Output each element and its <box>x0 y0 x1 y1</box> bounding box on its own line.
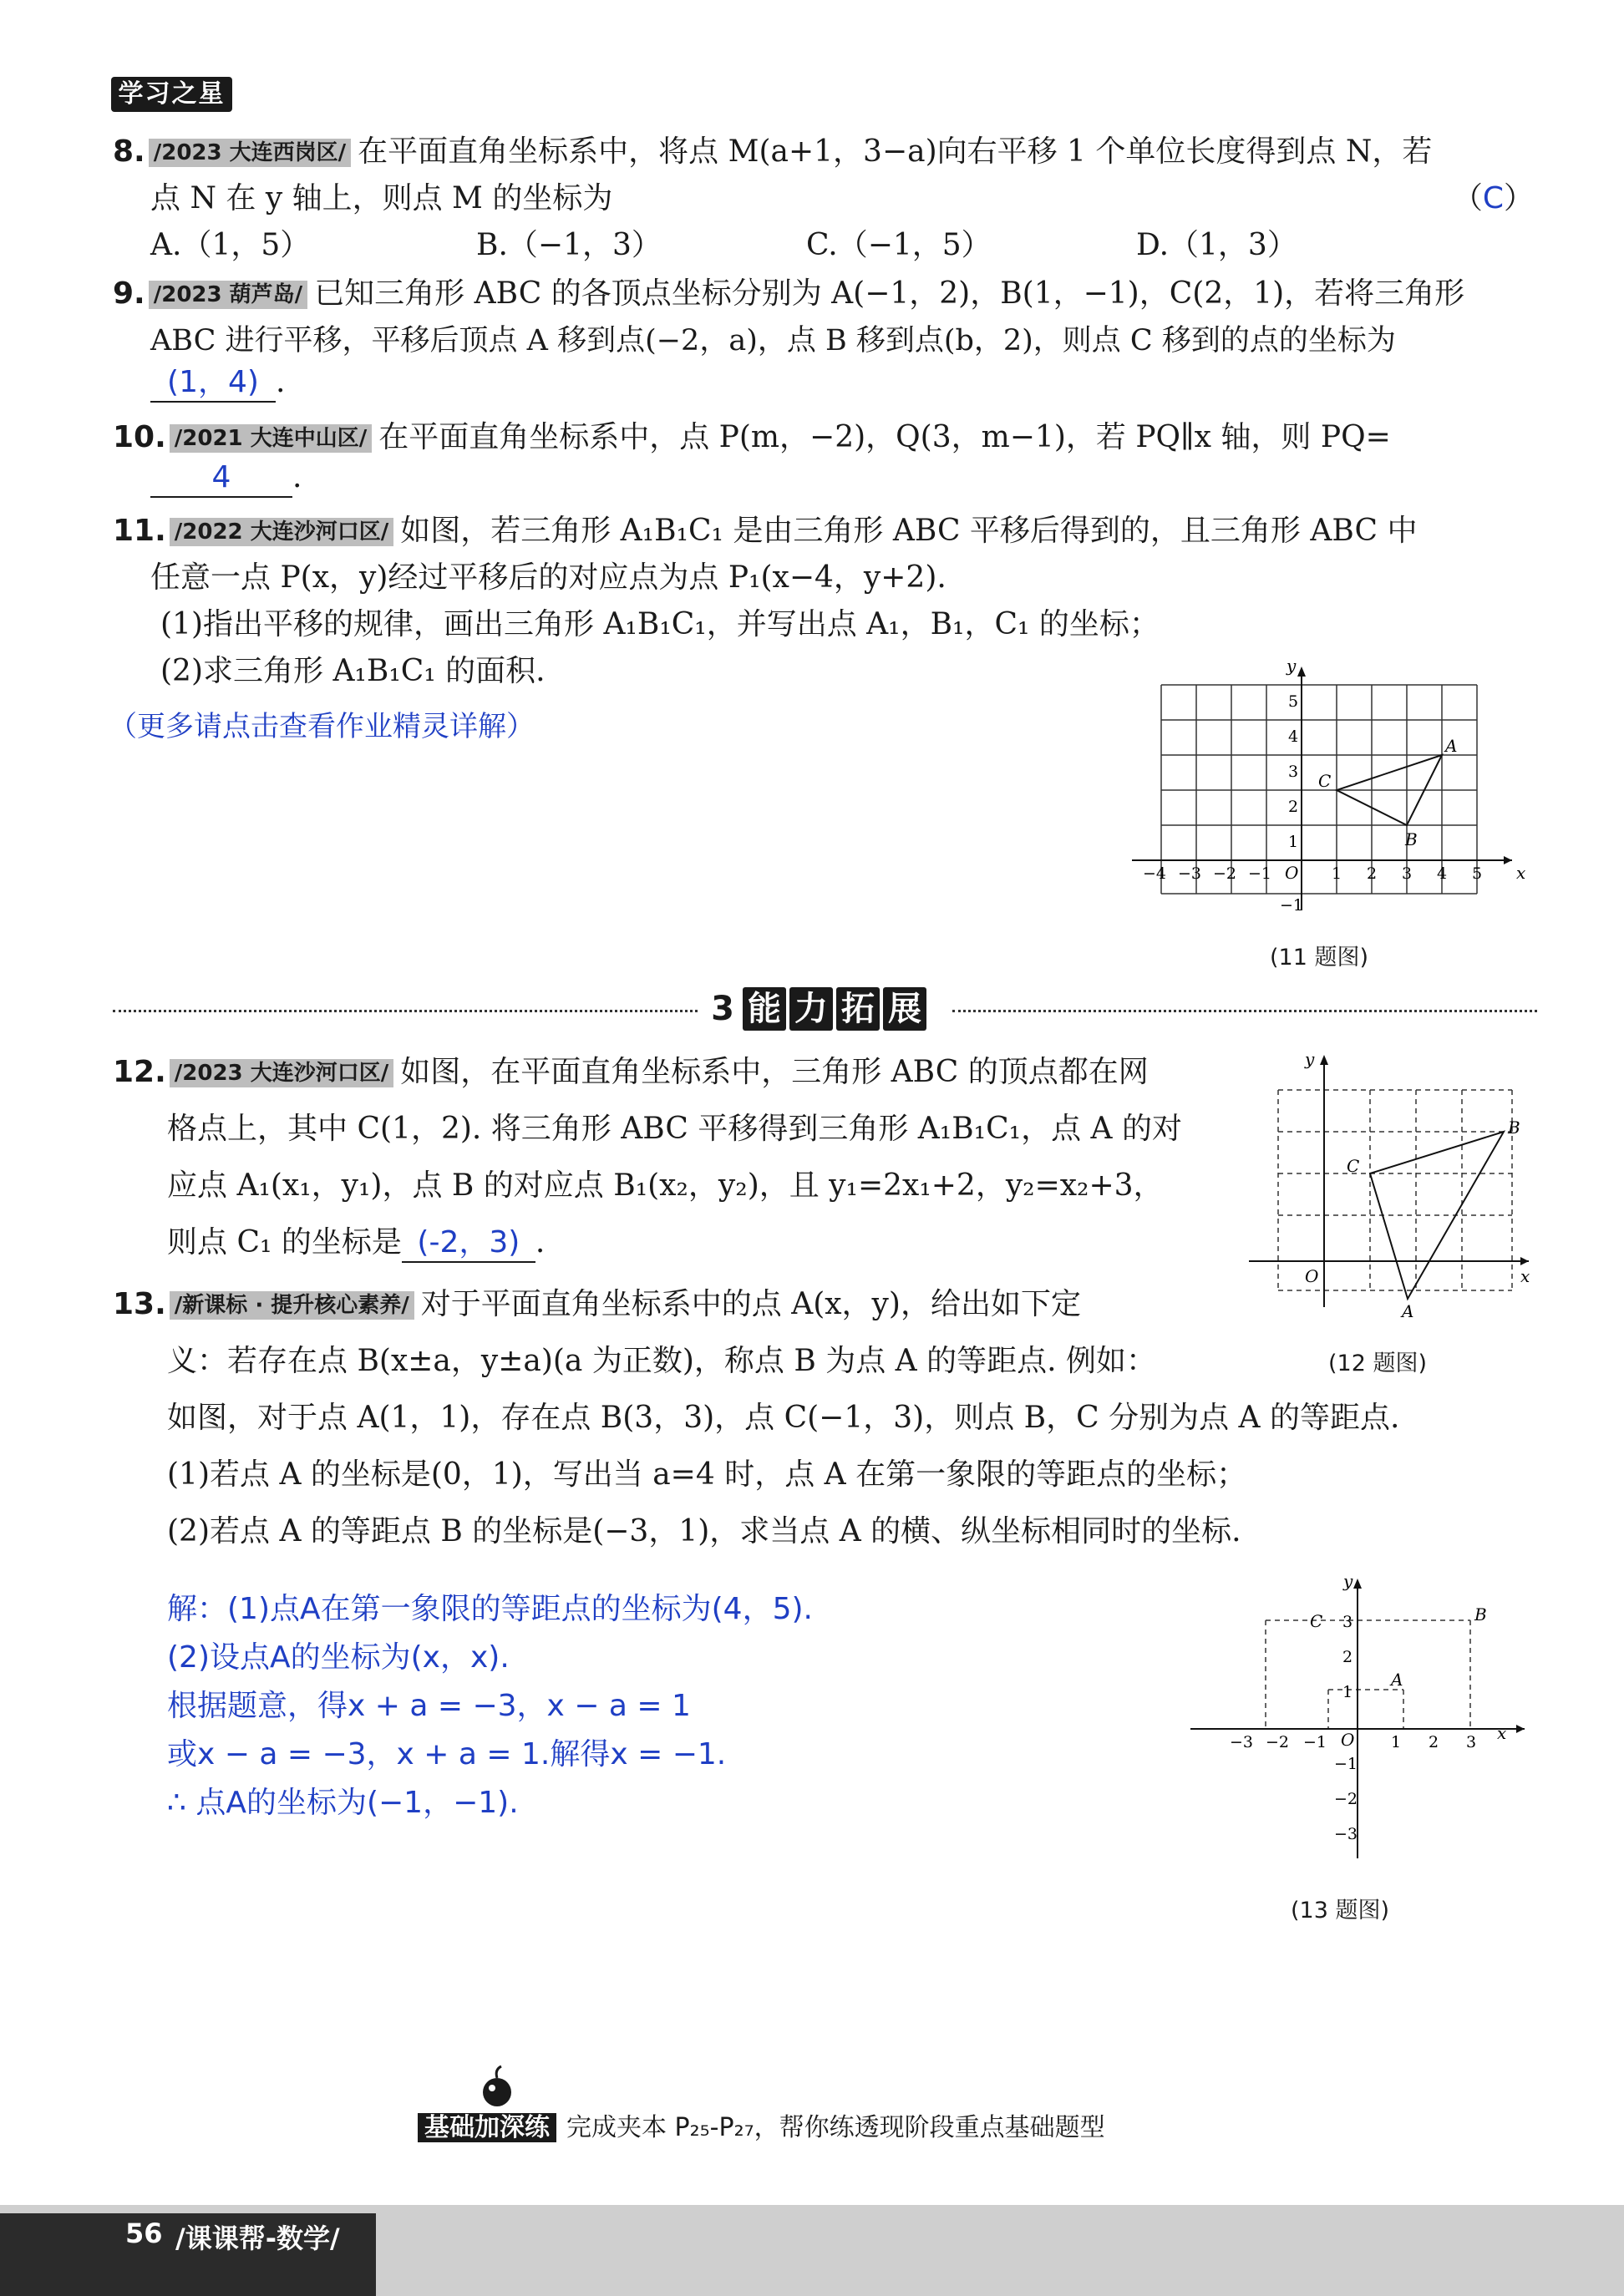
q9-source: /2023 葫芦岛/ <box>149 281 307 309</box>
q13-caption: (13 题图) <box>1291 1898 1390 1923</box>
q13-ytick: −1 <box>1334 1755 1358 1773</box>
q10-text-1: 在平面直角坐标系中，点 P(m，−2)，Q(3，m−1)，若 PQ∥x 轴，则 PQ= <box>378 420 1391 454</box>
q12-answer: (-2，3) <box>402 1224 535 1263</box>
section-number: 3 <box>711 990 734 1028</box>
q11-xtick: 4 <box>1437 864 1448 883</box>
q11-xtick: 2 <box>1367 864 1378 883</box>
q12-line1 <box>113 1054 1149 1091</box>
q12-line3: 应点 A₁(x₁，y₁)，点 B 的对应点 B₁(x₂，y₂)，且 y₁=2x₁+2，y₂=x₂+3， <box>167 1168 1164 1203</box>
q8-answer-paren: （C） <box>1452 181 1534 215</box>
footer-hint <box>418 2111 1105 2146</box>
q13-line3: 如图，对于点 A(1，1)，存在点 B(3，3)，点 C(−1，3)，则点 B，C 分别为点 A 的等距点. <box>167 1401 1400 1435</box>
q13-line2: 义：若存在点 B(x±a，y±a)(a 为正数)，称点 B 为点 A 的等距点. 例如： <box>167 1344 1156 1378</box>
q11-ytick: 4 <box>1288 727 1299 746</box>
q11-xtick: 3 <box>1402 864 1413 883</box>
q13-number: 13. <box>113 1287 166 1321</box>
q13-ytick: −2 <box>1334 1790 1358 1808</box>
q9-line2: ABC 进行平移，平移后顶点 A 移到点(−2，a)，点 B 移到点(b，2)，则点 C 移到的点的坐标为 <box>150 324 1396 357</box>
q8-text-1: 在平面直角坐标系中，将点 M(a+1，3−a)向右平移 1 个单位长度得到点 N，若 <box>358 134 1433 169</box>
q11-ytick: 2 <box>1288 798 1299 816</box>
q13-part2: (2)若点 A 的等距点 B 的坐标是(−3，1)，求当点 A 的横、纵坐标相同时的坐标. <box>167 1514 1241 1548</box>
q11-xtick: 1 <box>1332 864 1342 883</box>
page-number: 56 <box>125 2217 163 2249</box>
q12-source: /2023 大连沙河口区/ <box>170 1059 393 1087</box>
q13-xtick: −3 <box>1230 1733 1254 1751</box>
q12-line4: 则点 C₁ 的坐标是 (-2，3) . <box>167 1224 545 1263</box>
q13-y-label: y <box>1343 1571 1353 1591</box>
q11-xtick: −2 <box>1213 864 1237 883</box>
q11-caption: (11 题图) <box>1270 945 1369 971</box>
q11-xtick: −3 <box>1178 864 1202 883</box>
q12-number: 12. <box>113 1055 166 1089</box>
q13-part1: (1)若点 A 的坐标是(0，1)，写出当 a=4 时，点 A 在第一象限的等距点的坐标； <box>167 1457 1247 1492</box>
q11-label-c: C <box>1318 771 1332 791</box>
q11-source: /2022 大连沙河口区/ <box>170 518 393 546</box>
q13-text-1: 对于平面直角坐标系中的点 A(x，y)，给出如下定 <box>420 1287 1081 1321</box>
q11-graph <box>1111 660 1529 935</box>
footer-text: 完成夹本 P₂₅-P₂₇，帮你练透现阶段重点基础题型 <box>566 2113 1105 2142</box>
q9-answer: (1，4) <box>150 364 276 403</box>
q13-solution-line: (2)设点A的坐标为(x，x). <box>167 1640 510 1675</box>
q11-xtick: −1 <box>1248 864 1272 883</box>
q11-x-label: x <box>1516 863 1526 883</box>
q11-xtick: 5 <box>1472 864 1483 883</box>
q11-xtick: −4 <box>1143 864 1167 883</box>
brand-logo: 学习之星 <box>111 77 232 112</box>
q13-solution-line: 根据题意，得x + a = −3，x − a = 1 <box>167 1689 691 1723</box>
q13-dashed-box <box>1266 1620 1470 1729</box>
q12-text-1: 如图，在平面直角坐标系中，三角形 ABC 的顶点都在网 <box>400 1055 1149 1089</box>
q11-number: 11. <box>113 514 166 548</box>
q12-label-b: B <box>1508 1118 1520 1138</box>
q11-part1: (1)指出平移的规律，画出三角形 A₁B₁C₁，并写出点 A₁，B₁，C₁ 的坐标； <box>160 607 1160 641</box>
bomb-icon <box>476 2063 518 2109</box>
q13-label-b: B <box>1474 1604 1487 1624</box>
q13-graph <box>1186 1570 1537 1863</box>
q12-label-c: C <box>1347 1156 1360 1176</box>
section-char: 力 <box>789 987 833 1031</box>
q13-x-label: x <box>1497 1723 1507 1743</box>
section-char: 拓 <box>836 987 880 1031</box>
footer-badge: 基础加深练 <box>418 2113 556 2142</box>
q10-line1 <box>113 419 1391 456</box>
q11-label-a: A <box>1445 736 1458 756</box>
q8-option-d: D.（1，3） <box>1136 228 1297 262</box>
q10-answer: 4 <box>150 459 292 498</box>
section-char: 能 <box>743 987 786 1031</box>
q9-text-1: 已知三角形 ABC 的各顶点坐标分别为 A(−1，2)，B(1，−1)，C(2，1)，若将三角形 <box>314 276 1465 311</box>
q10-answer-line: 4 . <box>150 459 302 498</box>
q12-x-label: x <box>1520 1266 1530 1286</box>
q8-options <box>150 227 1297 264</box>
book-title: /课课帮-数学/ <box>175 2223 340 2254</box>
q11-ytick: 3 <box>1288 763 1299 781</box>
q11-line1 <box>113 513 1418 550</box>
section-char: 展 <box>883 987 926 1031</box>
q13-ytick: −3 <box>1334 1825 1358 1843</box>
q11-more-link[interactable]: （更多请点击查看作业精灵详解） <box>109 710 535 743</box>
q13-origin: O <box>1341 1730 1355 1750</box>
q9-line1 <box>113 276 1464 312</box>
q8-option-b: B.（−1，3） <box>476 228 662 262</box>
section-heading <box>706 987 926 1031</box>
q8-answer: C <box>1482 181 1504 215</box>
q13-xtick: −1 <box>1303 1733 1327 1751</box>
q12-graph <box>1245 1048 1537 1320</box>
q11-label-b: B <box>1405 829 1418 849</box>
q13-xtick: 3 <box>1466 1733 1477 1751</box>
q13-ytick: 1 <box>1342 1683 1353 1701</box>
q12-line2: 格点上，其中 C(1，2). 将三角形 ABC 平移得到三角形 A₁B₁C₁，点 A 的对 <box>167 1112 1182 1146</box>
q13-source: /新课标 · 提升核心素养/ <box>170 1291 414 1320</box>
q11-x-ticks <box>1143 864 1482 883</box>
q8-number: 8. <box>113 134 145 169</box>
q13-solution-line: ∴ 点A的坐标为(−1，−1). <box>167 1786 519 1820</box>
q8-option-a: A.（1，5） <box>150 228 311 262</box>
q9-answer-line: (1，4) . <box>150 364 285 403</box>
section-divider-left <box>113 1010 698 1012</box>
q12-label-a: A <box>1402 1301 1414 1320</box>
q12-origin: O <box>1305 1266 1319 1286</box>
q13-label-c: C <box>1310 1611 1323 1631</box>
q13-ytick: 3 <box>1342 1613 1353 1631</box>
q13-xtick: 2 <box>1429 1733 1439 1751</box>
q11-ytick: 1 <box>1288 833 1299 851</box>
q12-y-label: y <box>1305 1049 1315 1069</box>
q12-caption: (12 题图) <box>1328 1351 1428 1376</box>
q13-xtick: −2 <box>1266 1733 1290 1751</box>
q13-line1 <box>113 1286 1081 1323</box>
q13-ytick: 2 <box>1342 1648 1353 1666</box>
q9-number: 9. <box>113 276 145 311</box>
q8-option-c: C.（−1，5） <box>806 228 992 262</box>
q11-ytick: 5 <box>1288 692 1299 711</box>
q13-solution-line: 解：(1)点A在第一象限的等距点的坐标为(4，5). <box>167 1592 813 1626</box>
q11-origin: O <box>1285 863 1299 883</box>
q11-y-label: y <box>1287 660 1297 676</box>
q13-solution-line: 或x − a = −3，x + a = 1.解得x = −1. <box>167 1737 727 1771</box>
q11-part2: (2)求三角形 A₁B₁C₁ 的面积. <box>160 654 546 688</box>
q13-xtick: 1 <box>1391 1733 1402 1751</box>
q8-line1 <box>113 134 1432 170</box>
q12-axes <box>1249 1058 1529 1307</box>
q8-line2: 点 N 在 y 轴上，则点 M 的坐标为 <box>150 181 613 215</box>
q11-text-1: 如图，若三角形 A₁B₁C₁ 是由三角形 ABC 平移后得到的，且三角形 ABC 中 <box>400 514 1418 548</box>
q10-number: 10. <box>113 420 166 454</box>
q11-line2: 任意一点 P(x，y)经过平移后的对应点为点 P₁(x−4，y+2). <box>150 560 946 595</box>
q8-source: /2023 大连西岗区/ <box>149 139 351 167</box>
q10-source: /2021 大连中山区/ <box>170 424 372 453</box>
q11-ytick: −1 <box>1280 896 1304 915</box>
q13-label-a: A <box>1391 1670 1403 1690</box>
section-divider-right <box>952 1010 1537 1012</box>
